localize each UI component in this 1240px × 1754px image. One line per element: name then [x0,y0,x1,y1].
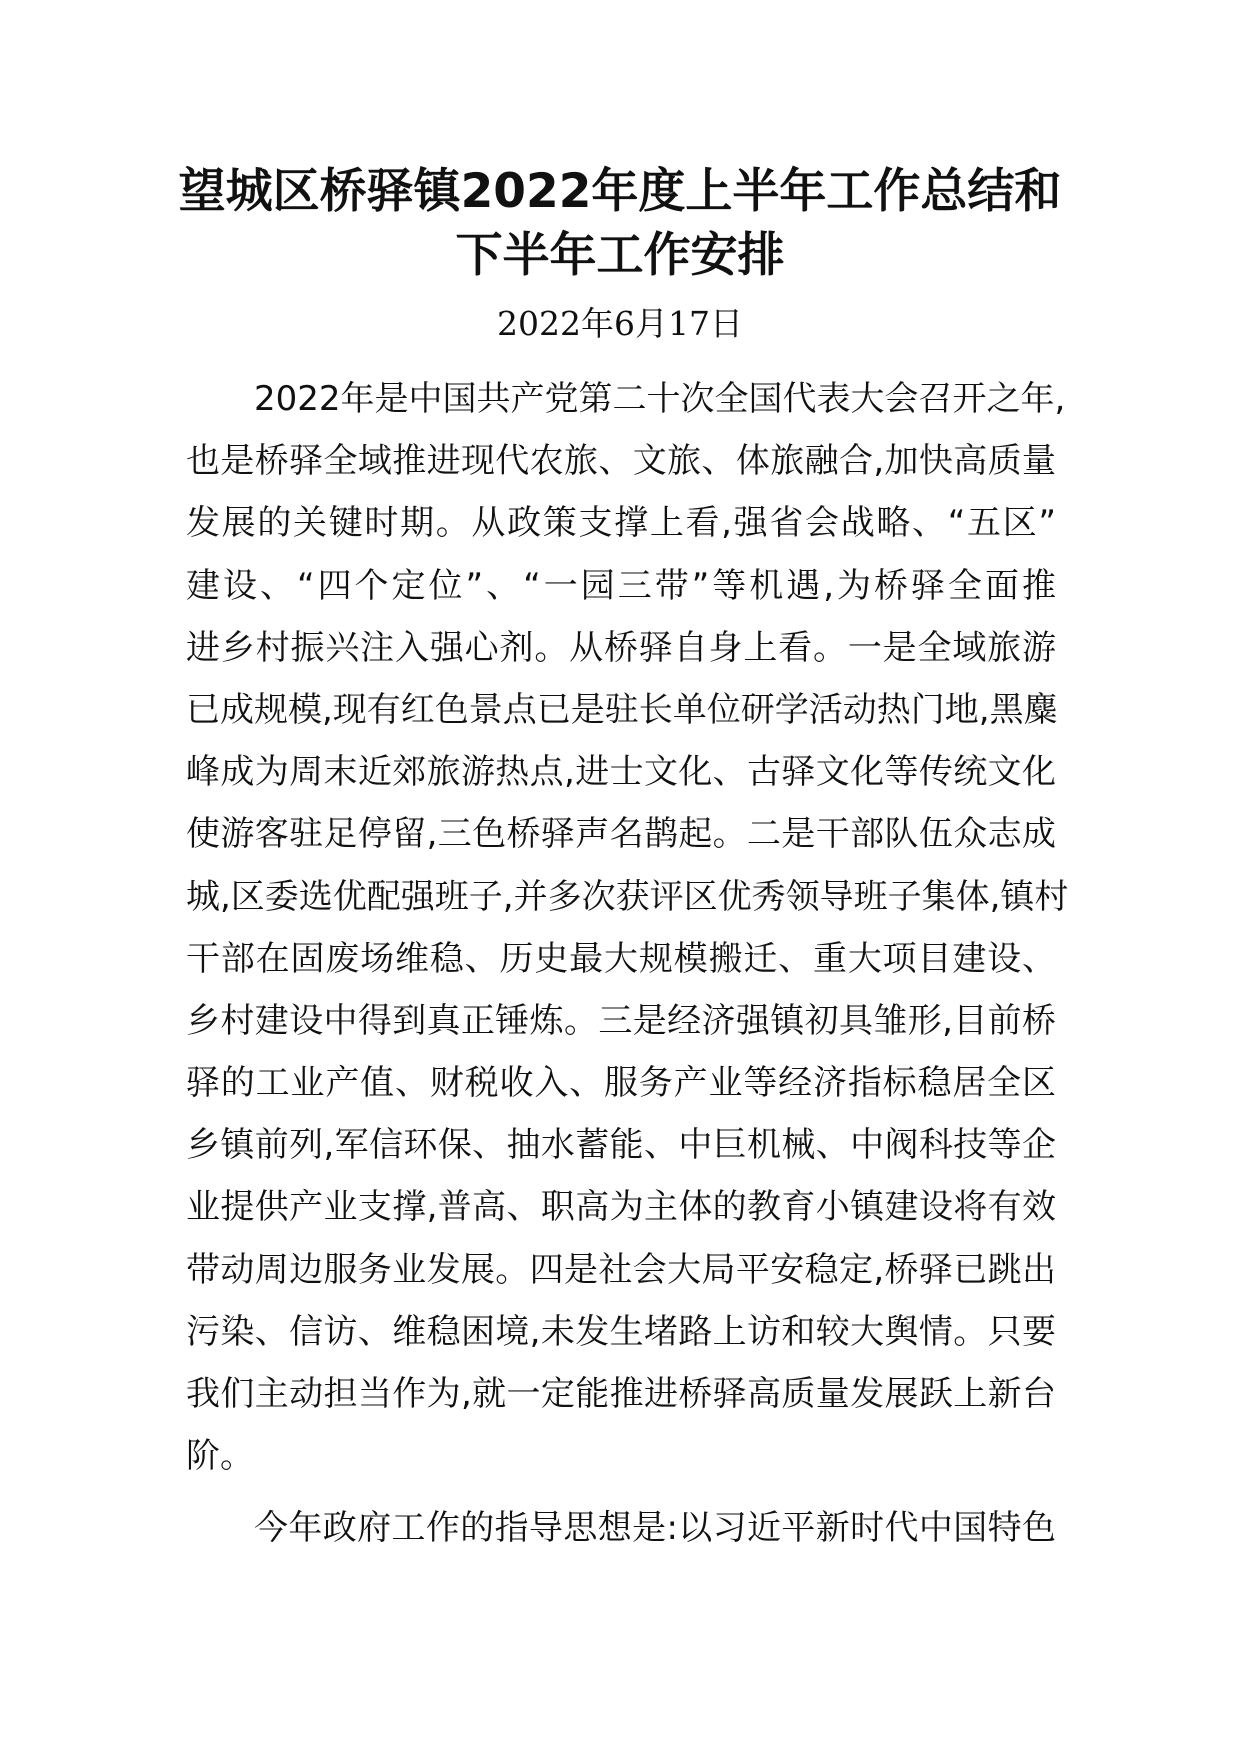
paragraph-line: 乡村建设中得到真正锤炼。三是经济强镇初具雏形,目前桥 [186,1000,1056,1041]
paragraph-line: 发展的关键时期。从政策支撑上看,强省会战略、“五区” [186,503,1056,544]
paragraph-line: 使游客驻足停留,三色桥驿声名鹊起。二是干部队伍众志成 [186,814,1056,855]
paragraph-line: 干部在固废场维稳、历史最大规模搬迁、重大项目建设、 [186,938,1056,979]
paragraph-line: 进乡村振兴注入强心剂。从桥驿自身上看。一是全域旅游 [186,627,1056,668]
paragraph-line: 2022年是中国共产党第二十次全国代表大会召开之年, [254,379,1066,419]
paragraph-line: 乡镇前列,军信环保、抽水蓄能、中巨机械、中阀科技等企 [186,1125,1056,1166]
document-date: 2022年6月17日 [497,304,743,343]
paragraph-line: 污染、信访、维稳困境,未发生堵路上访和较大舆情。只要 [186,1311,1056,1352]
document-title [160,160,1080,288]
paragraph [186,368,1069,1487]
paragraph-line: 驿的工业产值、财税收入、服务产业等经济指标稳居全区 [186,1063,1056,1104]
paragraph-line: 峰成为周末近郊旅游热点,进士文化、古驿文化等传统文化 [186,752,1056,793]
paragraph-line: 建设、“四个定位”、“一园三带”等机遇,为桥驿全面推 [186,565,1056,606]
paragraph-line: 今年政府工作的指导思想是:以习近平新时代中国特色 [254,1508,1056,1549]
paragraph-line: 我们主动担当作为,就一定能推进桥驿高质量发展跃上新台 [186,1374,1056,1414]
paragraph-line: 城,区委选优配强班子,并多次获评区优秀领导班子集体,镇村 [186,876,1069,917]
document-body [186,368,1069,1560]
title-line: 望城区桥驿镇2022年度上半年工作总结和 [178,164,1062,219]
paragraph-line: 已成规模,现有红色景点已是驻长单位研学活动热门地,黑麋 [186,689,1058,730]
title-line: 下半年工作安排 [455,228,785,283]
paragraph [186,1497,1056,1559]
paragraph-line: 阶。 [186,1436,254,1477]
paragraph-line: 带动周边服务业发展。四是社会大局平安稳定,桥驿已跳出 [186,1249,1056,1290]
paragraph-line: 也是桥驿全域推进现代农旅、文旅、体旅融合,加快高质量 [186,441,1056,482]
paragraph-line: 业提供产业支撑,普高、职高为主体的教育小镇建设将有效 [186,1187,1056,1228]
